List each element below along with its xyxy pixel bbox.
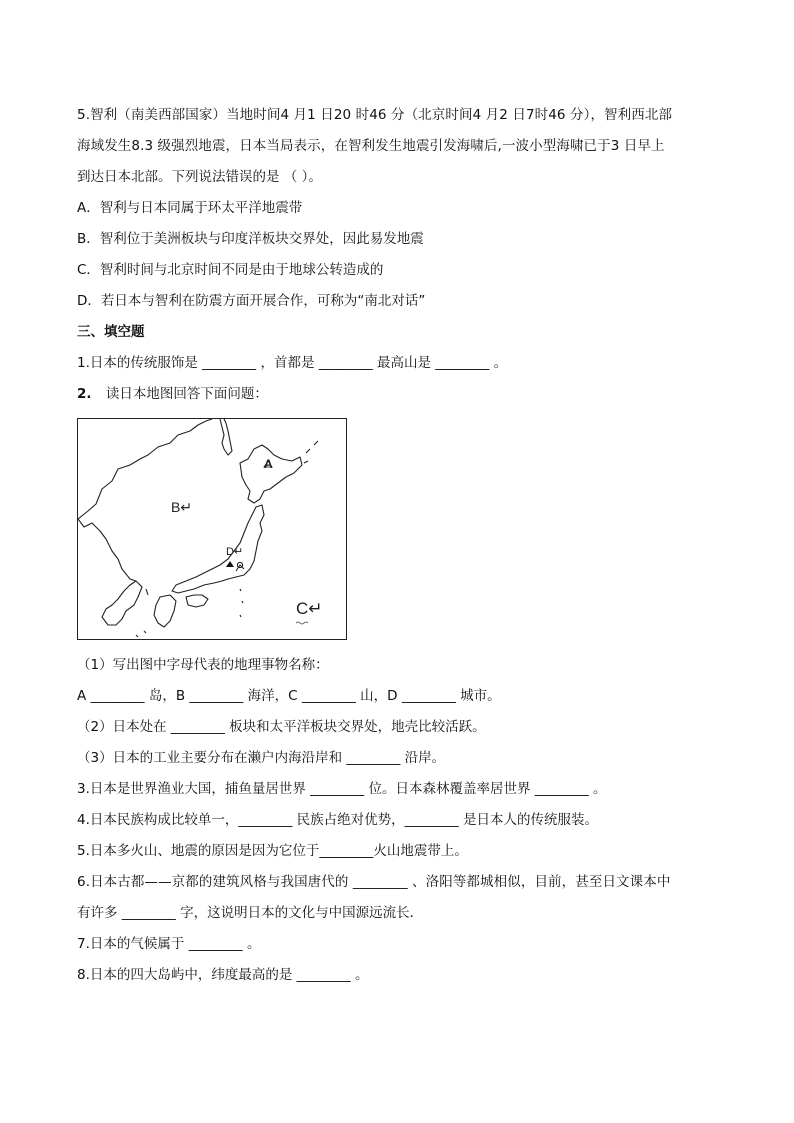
fill-q1: 1.日本的传统服饰是 ________ ，首都是 ________ 最高山是 ________ 。 — [77, 355, 508, 371]
document-page — [77, 100, 727, 991]
q5-option-c: C．智利时间与北京时间不同是由于地球公转造成的 — [77, 262, 384, 278]
q5-option-b: B．智利位于美洲板块与印度洋板块交界处，因此易发地震 — [77, 231, 424, 247]
fill-q6-line1: 6.日本古都——京都的建筑风格与我国唐代的 ________ 、洛阳等都城相似，目前，甚至日文课本中 — [77, 874, 671, 890]
fill-q7: 7.日本的气候属于 ________ 。 — [77, 936, 261, 952]
shikoku-island — [186, 595, 208, 607]
section-heading-fill-in: 三、填空题 — [77, 324, 145, 340]
map-label-c: C↵ — [296, 599, 323, 618]
fill-q2-sub2: （2）日本处在 ________ 板块和太平洋板块交界处，地壳比较活跃。 — [77, 719, 486, 735]
q5-stem-line1: 5.智利（南美西部国家）当地时间4 月1 日20 时46 分（北京时间4 月2 日7时46 分），智利西北部 — [77, 107, 673, 123]
fill-q2-sub3: （3）日本的工业主要分布在濑户内海沿岸和 ________ 沿岸。 — [77, 750, 446, 766]
fill-q4: 4.日本民族构成比较单一，________ 民族占绝对优势，________ 是日本人的传统服装。 — [77, 812, 598, 828]
q5-stem-line2: 海域发生8.3 级强烈地震，日本当局表示，在智利发生地震引发海啸后,一波小型海啸已于3 日早上 — [77, 138, 665, 154]
map-label-d: D↵ — [226, 546, 244, 558]
korean-peninsula — [102, 581, 142, 625]
southern-islands — [136, 631, 146, 637]
fill-q3: 3.日本是世界渔业大国，捕鱼量居世界 ________ 位。日本森林覆盖率居世界 ________ 。 — [77, 781, 607, 797]
sakhalin — [220, 419, 232, 455]
fill-q8: 8.日本的四大岛屿中，纬度最高的是 ________ 。 — [77, 967, 369, 983]
izu-islands — [240, 589, 243, 617]
map-label-a: A — [264, 457, 273, 471]
q5-stem-line3: 到达日本北部。下列说法错误的是 （ ）。 — [77, 169, 322, 185]
q5-option-d: D．若日本与智利在防震方面开展合作，可称为“南北对话” — [77, 293, 426, 309]
fill-q2-text: 读日本地图回答下面问题： — [105, 386, 268, 402]
japan-map — [77, 418, 347, 640]
q5-option-a: A．智利与日本同属于环太平洋地震带 — [77, 200, 303, 216]
mainland-coast-south — [78, 519, 136, 581]
hokkaido-island — [240, 445, 302, 503]
mountain-triangle-icon — [226, 561, 234, 567]
fill-q2-prompt — [77, 379, 727, 410]
fill-q6-line2: 有许多 ________ 字，这说明日本的文化与中国源远流长． — [77, 905, 424, 921]
map-label-b: B↵ — [171, 499, 193, 515]
fill-q5: 5.日本多火山、地震的原因是因为它位于________火山地震带上。 — [77, 843, 468, 859]
kuril-islands — [304, 441, 318, 463]
kyushu-island — [154, 595, 176, 627]
fill-q2-sub1: （1）写出图中字母代表的地理事物名称： — [77, 657, 329, 673]
ocean-wave-icon — [296, 622, 308, 624]
fill-q2-sub1-blanks: A ________ 岛，B ________ 海洋，C ________ 山，D ________ 城市。 — [77, 688, 501, 704]
fill-q2-number: 2. — [77, 386, 92, 402]
tsushima-island — [146, 589, 148, 595]
honshu-island — [172, 505, 264, 593]
